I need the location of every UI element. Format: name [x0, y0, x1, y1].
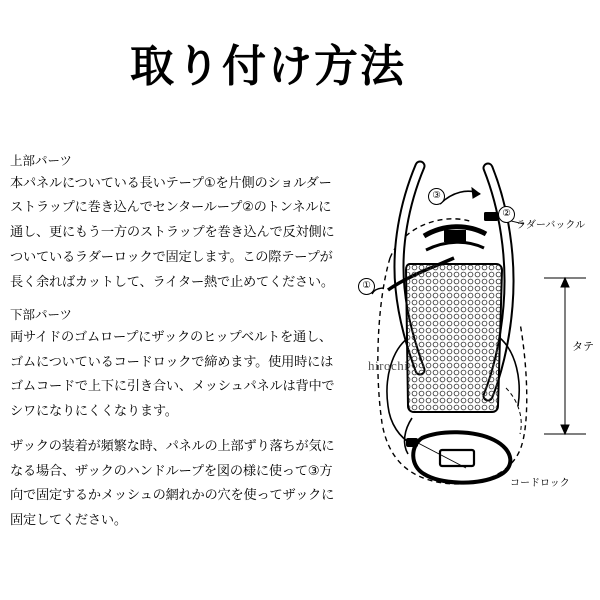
instruction-line: シワになりにくくなります。 [10, 404, 178, 420]
label-cord-lock: コードロック [510, 478, 570, 489]
instruction-line: 本パネルについている長いテープ①を片側のショルダー [10, 175, 332, 191]
arrow-three [440, 188, 480, 204]
label-ladder-buckle: ラダーバックル [516, 220, 586, 231]
instructions-column [10, 152, 350, 535]
installation-diagram [348, 138, 598, 508]
center-loop-strap [424, 227, 486, 250]
instruction-line: ストラップに巻き込んでセンターループ②のトンネルに [10, 200, 332, 216]
section-spacer [10, 296, 350, 306]
instruction-line: ゴムについているコードロックで締めます。使用時には [10, 354, 334, 370]
section-heading-lower: 下部パーツ [10, 307, 73, 323]
label-height: タテ [572, 340, 594, 353]
section-spacer [10, 426, 350, 436]
instruction-line: ゴムコードで上下に引き合い、メッシュパネルは背中で [10, 379, 335, 395]
center-buckle [444, 230, 466, 242]
mesh-panel [406, 264, 502, 412]
callout-one: ① [358, 278, 375, 295]
page-title: 取り付け方法 [130, 41, 406, 92]
height-dimension [544, 278, 586, 434]
instruction-line: ついているラダーロックで固定します。この際テープが [10, 249, 333, 265]
instruction-line: 通し、更にもう一方のストラップを巻き込んで反対側に [10, 225, 335, 241]
instruction-line: 両サイドのゴムロープにザックのヒップベルトを通し、 [10, 330, 332, 346]
instruction-line: ザックの装着が頻繁な時、パネルの上部ずり落ちが気に [10, 438, 335, 454]
instruction-line: なる場合、ザックのハンドループを図の様に使って③方 [10, 463, 333, 479]
instruction-line: 長く余ればカットして、ライター熱で止めてください。 [10, 274, 334, 290]
instruction-line: 向で固定するかメッシュの網れかの穴を使ってザックに [10, 488, 335, 504]
callout-two: ② [498, 206, 515, 223]
diagram-svg [348, 138, 598, 508]
section-heading-upper: 上部パーツ [10, 153, 73, 168]
instruction-line: 固定してください。 [10, 512, 127, 528]
watermark: hirochi [368, 358, 409, 373]
hip-belt [413, 432, 510, 482]
callout-three: ③ [428, 188, 445, 205]
